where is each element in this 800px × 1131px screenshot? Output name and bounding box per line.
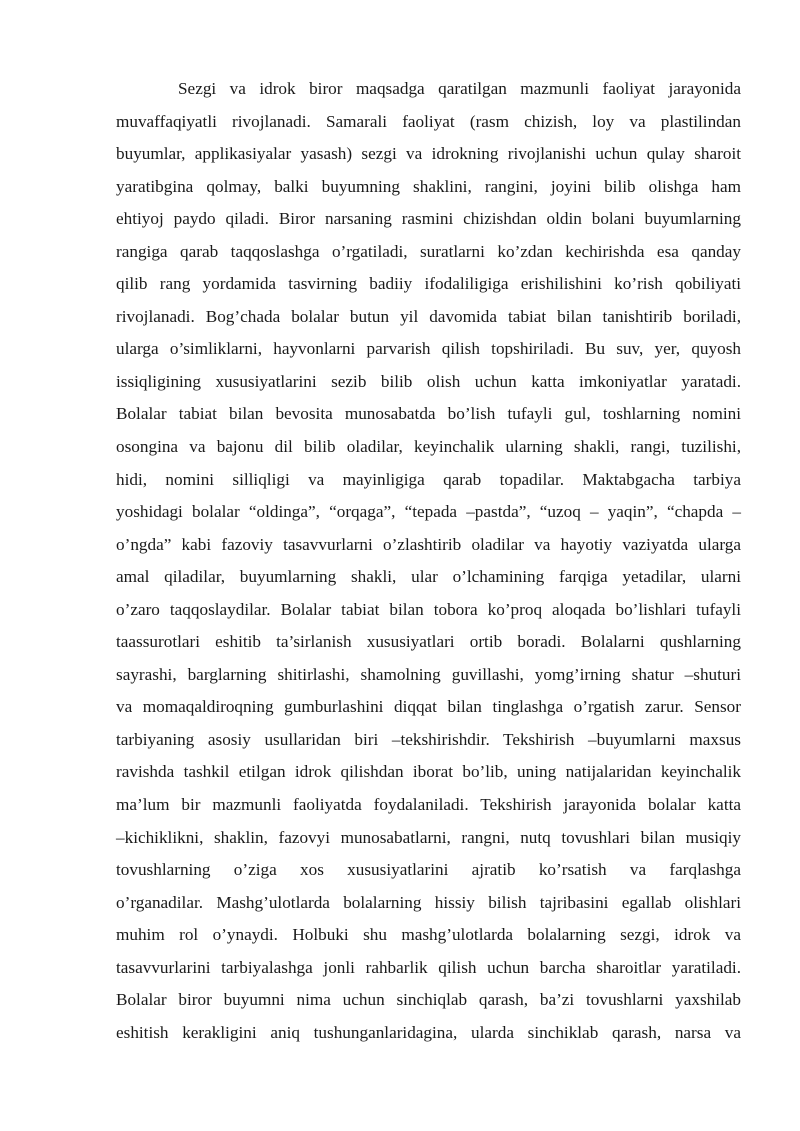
text-line: rivojlanadi. Bog’chada bolalar butun yil davomida tabiat bilan tanishtirib boriladi, xyxy=(116,306,741,326)
text-line: eshitish kerakligini aniq tushunganlaridagina, ularda sinchiklab qarash, narsa va xyxy=(116,1022,741,1042)
text-line: va momaqaldiroqning gumburlashini diqqat bilan tinglashga o’rgatish zarur. Sensor xyxy=(116,697,741,717)
text-line: sayrashi, barglarning shitirlashi, shamolning guvillashi, yomg’irning shatur –shuturi xyxy=(116,664,741,684)
text-line: yaratibgina qolmay, balki buyumning shaklini, rangini, joyini bilib olishga ham xyxy=(116,176,741,196)
text-line: tovushlarning o’ziga xos xususiyatlarini ajratib ko’rsatish va farqlashga xyxy=(116,860,741,880)
text-line: tarbiyaning asosiy usullaridan biri –tekshirishdir. Tekshirish –buyumlarni maxsus xyxy=(116,729,741,749)
text-line: muhim rol o’ynaydi. Holbuki shu mashg’ulotlarda bolalarning sezgi, idrok va xyxy=(116,925,741,945)
text-line: Sezgi va idrok biror maqsadga qaratilgan mazmunli faoliyat jarayonida xyxy=(178,79,741,98)
text-line: qilib rang yordamida tasvirning badiiy ifodaliligiga erishilishini ko’rish qobiliyati xyxy=(116,274,741,294)
text-line: yoshidagi bolalar “oldinga”, “orqaga”, “tepada –pastda”, “uzoq – yaqin”, “chapda – xyxy=(116,502,741,522)
text-line: issiqligining xususiyatlarini sezib bilib olish uchun katta imkoniyatlar yaratadi. xyxy=(116,371,741,391)
text-line: o’rganadilar. Mashg’ulotlarda bolalarning hissiy bilish tajribasini egallab olishlari xyxy=(116,892,741,912)
text-line: ehtiyoj paydo qiladi. Biror narsaning rasmini chizishdan oldin bolani buyumlarning xyxy=(116,209,741,229)
text-line: Bolalar tabiat bilan bevosita munosabatda bo’lish tufayli gul, toshlarning nomini xyxy=(116,404,741,424)
text-line: –kichiklikni, shaklin, fazovyi munosabatlarni, rangni, nutq tovushlari bilan musiqiy xyxy=(116,827,741,847)
text-line: osongina va bajonu dil bilib oladilar, keyinchalik ularning shakli, rangi, tuzilishi, xyxy=(116,437,741,457)
text-line: ravishda tashkil etilgan idrok qilishdan iborat bo’lib, uning natijalaridan keyinchalik xyxy=(116,762,741,782)
text-line: tasavvurlarini tarbiyalashga jonli rahbarlik qilish uchun barcha sharoitlar yaratiladi. xyxy=(116,957,741,977)
text-line: ma’lum bir mazmunli faoliyatda foydalaniladi. Tekshirish jarayonida bolalar katta xyxy=(116,795,741,815)
text-line: hidi, nomini silliqligi va mayinligiga qarab topadilar. Maktabgacha tarbiya xyxy=(116,469,741,489)
text-line: buyumlar, applikasiyalar yasash) sezgi va idrokning rivojlanishi uchun qulay sharoit xyxy=(116,144,741,164)
text-line: Bolalar biror buyumni nima uchun sinchiqlab qarash, ba’zi tovushlarni yaxshilab xyxy=(116,990,741,1010)
text-line: taassurotlari eshitib ta’sirlanish xususiyatlari ortib boradi. Bolalarni qushlarning xyxy=(116,632,741,652)
text-line: muvaffaqiyatli rivojlanadi. Samarali faoliyat (rasm chizish, loy va plastilindan xyxy=(116,111,741,131)
text-line: amal qiladilar, buyumlarning shakli, ular o’lchamining farqiga yetadilar, ularni xyxy=(116,567,741,587)
body-text xyxy=(116,73,741,1049)
text-line: o’ngda” kabi fazoviy tasavvurlarni o’zlashtirib oladilar va hayotiy vaziyatda ularga xyxy=(116,534,741,554)
text-line: o’zaro taqqoslaydilar. Bolalar tabiat bilan tobora ko’proq aloqada bo’lishlari tufayli xyxy=(116,599,741,619)
text-line: ularga o’simliklarni, hayvonlarni parvarish qilish topshiriladi. Bu suv, yer, quyosh xyxy=(116,339,741,359)
text-line: rangiga qarab taqqoslashga o’rgatiladi, suratlarni ko’zdan kechirishda esa qanday xyxy=(116,241,741,261)
